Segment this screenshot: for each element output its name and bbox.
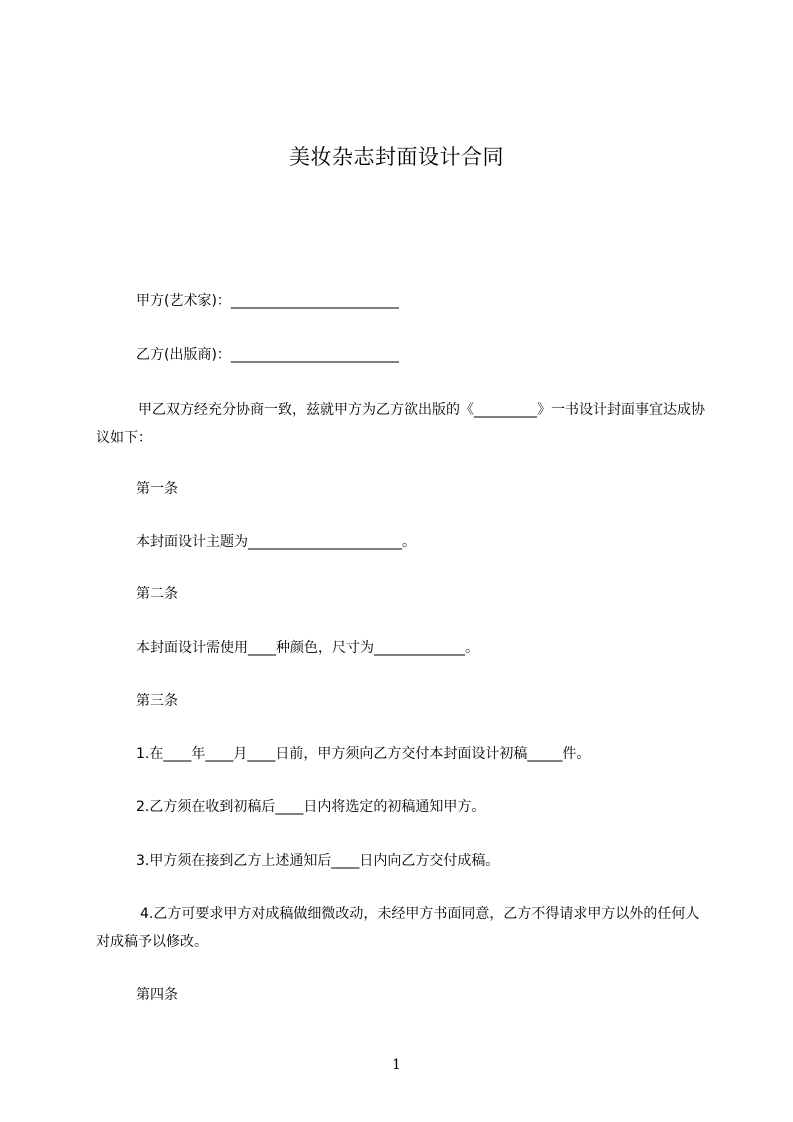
party-b-line: 乙方(出版商)：________________________	[136, 347, 399, 363]
article-3-item-4-paragraph	[96, 900, 706, 956]
page-number: 1	[392, 1057, 401, 1073]
article-3-item-4: 4.乙方可要求甲方对成稿做细微改动，未经甲方书面同意，乙方不得请求甲方以外的任何人对成稿予以修改。	[96, 906, 700, 950]
article-2-text: 本封面设计需使用____种颜色，尺寸为_____________。	[136, 640, 479, 656]
page-title: 美妆杂志封面设计合同	[289, 145, 504, 169]
article-1-heading: 第一条	[136, 481, 178, 497]
party-a-line: 甲方(艺术家)：________________________	[136, 293, 399, 309]
intro-paragraph	[96, 396, 706, 452]
article-3-item-2: 2.乙方须在收到初稿后____日内将选定的初稿通知甲方。	[136, 799, 486, 815]
article-2-heading: 第二条	[136, 586, 178, 602]
article-4-heading: 第四条	[136, 987, 178, 1003]
article-1-text: 本封面设计主题为______________________。	[136, 534, 416, 550]
article-3-heading: 第三条	[136, 693, 178, 709]
intro-text: 甲乙双方经充分协商一致，兹就甲方为乙方欲出版的《_________》一书设计封面事宜达成协议如下：	[96, 402, 705, 446]
article-3-item-3: 3.甲方须在接到乙方上述通知后____日内向乙方交付成稿。	[136, 853, 500, 869]
article-3-item-1: 1.在____年____月____日前，甲方须向乙方交付本封面设计初稿_____件。	[136, 746, 591, 762]
